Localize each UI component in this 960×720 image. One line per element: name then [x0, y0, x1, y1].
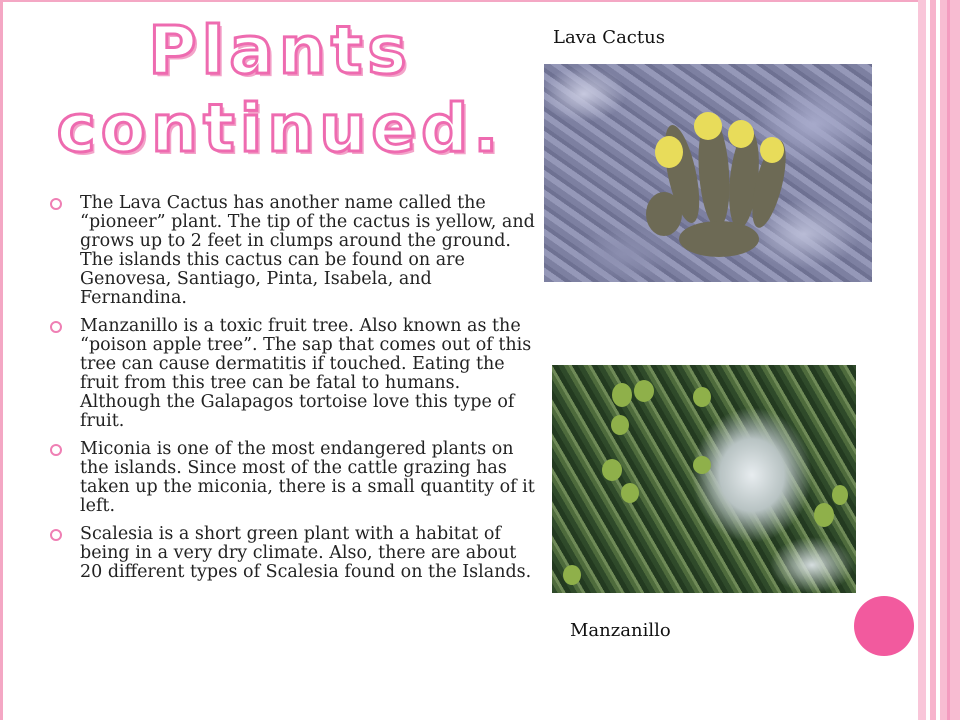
circle-bullet-icon	[50, 529, 62, 541]
bullet-text: Manzanillo is a toxic fruit tree. Also known as the “poison apple tree”. The sap that comes out of this tree can cause dermatitis if touched. Eating the fruit from this tree can be fatal to humans. Although the Galapagos tortoise love this type of fruit.	[80, 316, 532, 431]
bullet-item-lava-cactus	[50, 194, 542, 308]
bullet-item-manzanillo	[50, 317, 542, 431]
pink-circle-decoration	[854, 596, 914, 656]
circle-bullet-icon	[50, 198, 62, 210]
bullet-text: Scalesia is a short green plant with a habitat of being in a very dry climate. Also, there are about 20 different types of Scalesia found on the Islands.	[80, 524, 532, 582]
lava-cactus-illustration	[544, 64, 872, 282]
bullet-text: The Lava Cactus has another name called the “pioneer” plant. The tip of the cactus is yellow, and grows up to 2 feet in clumps around the ground. The islands this cactus can be found on are Genovesa, Santiago, Pinta, Isabela, and Fernandina.	[80, 193, 535, 308]
frame-top-border	[0, 0, 960, 2]
bullet-text: Miconia is one of the most endangered plants on the islands. Since most of the cattle grazing has taken up the miconia, there is a small quantity of it left.	[80, 439, 535, 516]
manzanillo-caption: Manzanillo	[570, 620, 671, 641]
decorative-stripe	[918, 0, 926, 720]
bullet-item-scalesia	[50, 525, 542, 582]
manzanillo-photo	[552, 365, 856, 593]
circle-bullet-icon	[50, 444, 62, 456]
circle-bullet-icon	[50, 321, 62, 333]
bullet-item-miconia	[50, 440, 542, 516]
slide-title: Plants continued.	[56, 12, 504, 167]
decorative-stripe	[940, 0, 960, 720]
bullet-list	[50, 194, 542, 591]
decorative-stripe	[947, 0, 950, 720]
lava-cactus-caption: Lava Cactus	[553, 27, 665, 48]
frame-left-border	[0, 0, 3, 720]
manzanillo-illustration	[552, 365, 856, 593]
lava-cactus-photo	[544, 64, 872, 282]
